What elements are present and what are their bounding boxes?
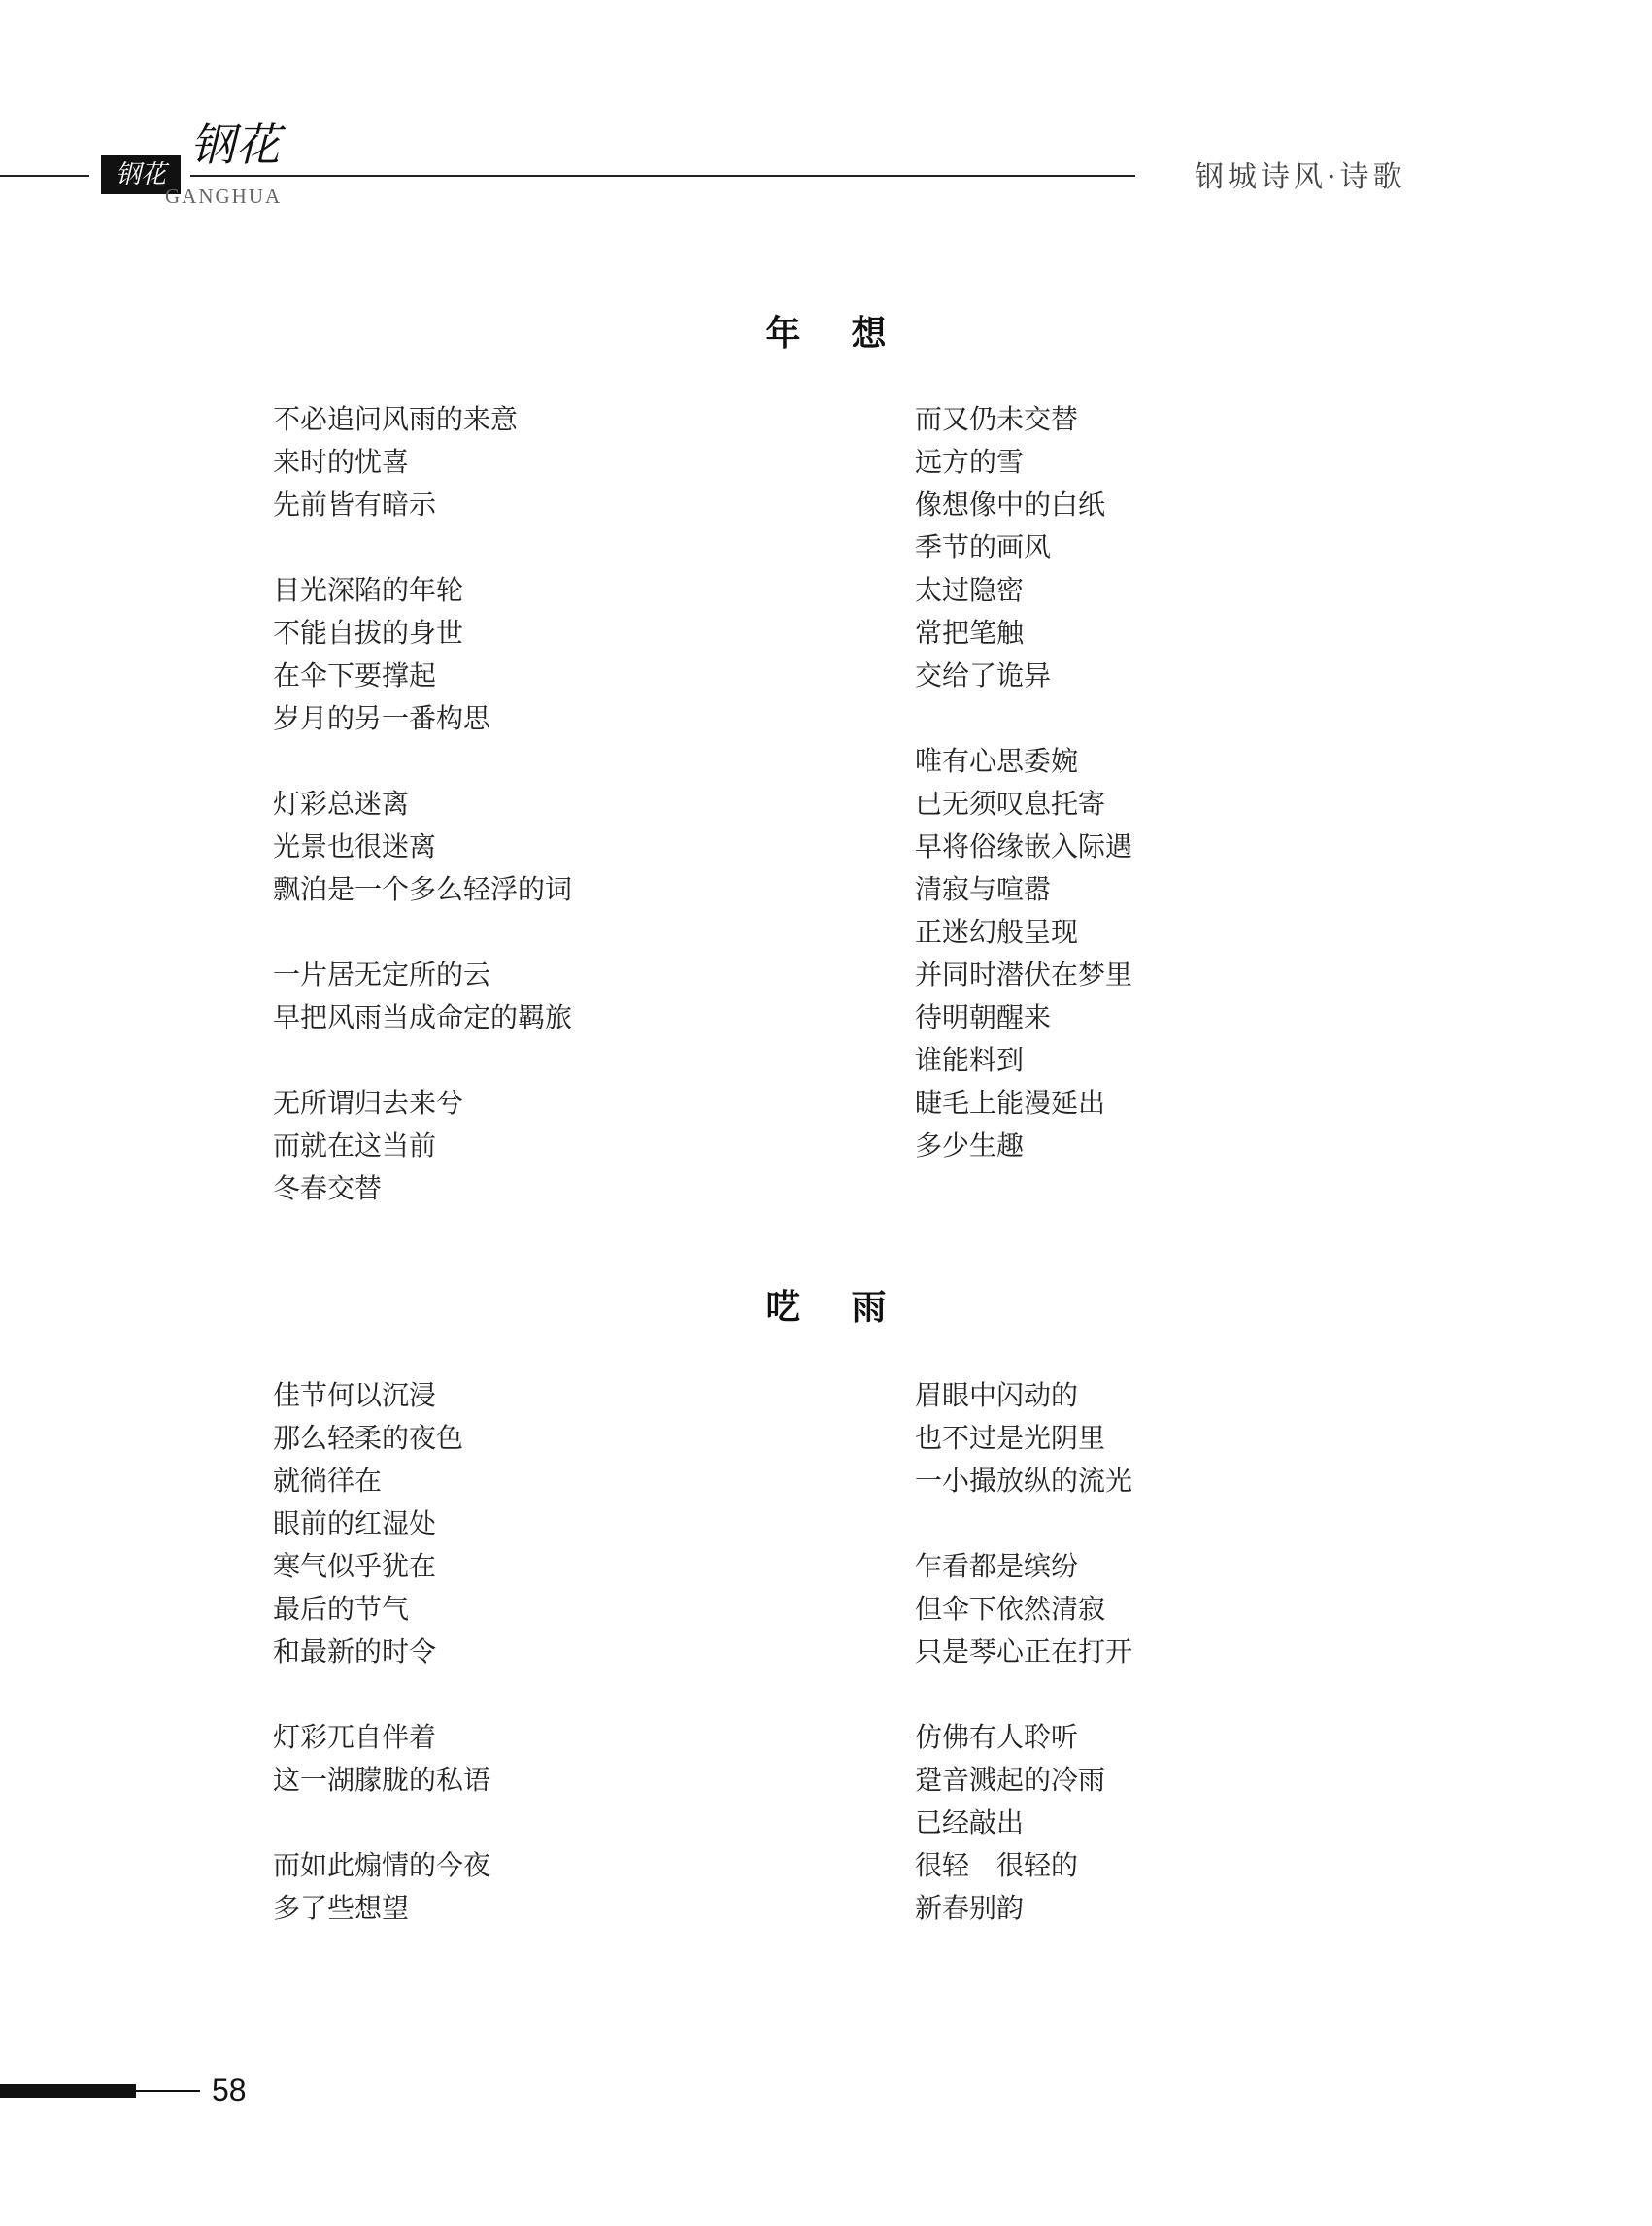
stanza-break: [915, 1502, 1132, 1545]
poem-title-1: 年想: [765, 313, 937, 354]
stanza-break: [273, 1673, 490, 1716]
poem-line: 唯有心思委婉: [915, 745, 1079, 777]
stanza-break: [273, 911, 572, 954]
stanza-break: [273, 740, 572, 783]
poem-line: 先前皆有暗示: [273, 489, 437, 521]
stanza-break: [273, 1039, 572, 1082]
footer-rule: [136, 2090, 200, 2092]
poem-line: 交给了诡异: [915, 659, 1052, 691]
footer-bar: [0, 2084, 136, 2098]
poem-line: 眉眼中闪动的: [915, 1379, 1079, 1411]
poem-line: 多少生趣: [915, 1130, 1025, 1162]
poem-line: 而又仍未交替: [915, 403, 1079, 435]
magazine-logo-latin: GANGHUA: [165, 185, 283, 208]
poem-line: 像想像中的白纸: [915, 489, 1106, 521]
poem-line: 目光深陷的年轮: [273, 574, 464, 606]
stanza-break: [273, 526, 572, 569]
poem-line: 太过隐密: [915, 574, 1025, 606]
poem-title-2: 呓雨: [765, 1287, 937, 1328]
header-rule-left: [0, 175, 89, 177]
poem-line: 岁月的另一番构思: [273, 702, 491, 734]
poem-line: 只是琴心正在打开: [915, 1636, 1133, 1668]
poem-line: 常把笔触: [915, 617, 1025, 649]
poem-line: 最后的节气: [273, 1593, 410, 1625]
poem-line: 多了些想望: [273, 1892, 410, 1924]
poem-line: 而就在这当前: [273, 1130, 437, 1162]
stanza-break: [273, 1802, 490, 1844]
poem-line: 一片居无定所的云: [273, 959, 491, 991]
poem-line: 而如此煽情的今夜: [273, 1849, 491, 1881]
poem-line: 季节的画风: [915, 531, 1052, 563]
stanza-break: [915, 697, 1132, 740]
poem-2-left-column: [273, 1374, 490, 1930]
poem-1-left-column: [273, 398, 572, 1210]
poem-1-right-column: [915, 398, 1132, 1167]
poem-line: 佳节何以沉浸: [273, 1379, 437, 1411]
poem-line: 并同时潜伏在梦里: [915, 959, 1133, 991]
poem-line: 灯彩兀自伴着: [273, 1721, 437, 1753]
poem-line: 一小撮放纵的流光: [915, 1465, 1133, 1497]
poem-line: 无所谓归去来兮: [273, 1087, 464, 1119]
poem-line: 在伞下要撑起: [273, 659, 437, 691]
poem-line: 灯彩总迷离: [273, 788, 410, 820]
poem-line: 这一湖朦胧的私语: [273, 1764, 491, 1796]
poem-2-right-column: [915, 1374, 1132, 1930]
poem-line: 眼前的红湿处: [273, 1507, 437, 1539]
header-rule: [190, 175, 1135, 177]
poem-line: 远方的雪: [915, 446, 1025, 478]
poem-line: 清寂与喧嚣: [915, 873, 1052, 905]
poem-line: 就徜徉在: [273, 1465, 383, 1497]
poem-line: 早把风雨当成命定的羁旅: [273, 1001, 573, 1033]
poem-line: 冬春交替: [273, 1172, 383, 1204]
poem-line: 飘泊是一个多么轻浮的词: [273, 873, 573, 905]
poem-line: 光景也很迷离: [273, 830, 437, 862]
poem-line: 但伞下依然清寂: [915, 1593, 1106, 1625]
poem-line: 来时的忧喜: [273, 446, 410, 478]
poem-line: 那么轻柔的夜色: [273, 1422, 464, 1454]
poem-line: 谁能料到: [915, 1044, 1025, 1076]
magazine-logo-script: 钢花: [190, 118, 280, 171]
poem-line: 仿佛有人聆听: [915, 1721, 1079, 1753]
section-label: 钢城诗风·诗歌: [1195, 160, 1406, 194]
poem-line: 不能自拔的身世: [273, 617, 464, 649]
poem-line: 乍看都是缤纷: [915, 1550, 1079, 1582]
poem-line: 待明朝醒来: [915, 1001, 1052, 1033]
magazine-logo-badge: 钢花: [101, 155, 181, 194]
poem-line: 正迷幻般呈现: [915, 916, 1079, 948]
poem-line: 也不过是光阴里: [915, 1422, 1106, 1454]
poem-line: 睫毛上能漫延出: [915, 1087, 1106, 1119]
poem-line: 早将俗缘嵌入际遇: [915, 830, 1133, 862]
poem-line: 已无须叹息托寄: [915, 788, 1106, 820]
poem-line: 很轻 很轻的: [915, 1849, 1079, 1881]
page-number: 58: [212, 2073, 247, 2108]
poem-line: 和最新的时令: [273, 1636, 437, 1668]
poem-line: 寒气似乎犹在: [273, 1550, 437, 1582]
poem-line: 跫音溅起的冷雨: [915, 1764, 1106, 1796]
poem-line: 已经敲出: [915, 1806, 1025, 1838]
poem-line: 不必追问风雨的来意: [273, 403, 519, 435]
poem-line: 新春别韵: [915, 1892, 1025, 1924]
stanza-break: [915, 1673, 1132, 1716]
